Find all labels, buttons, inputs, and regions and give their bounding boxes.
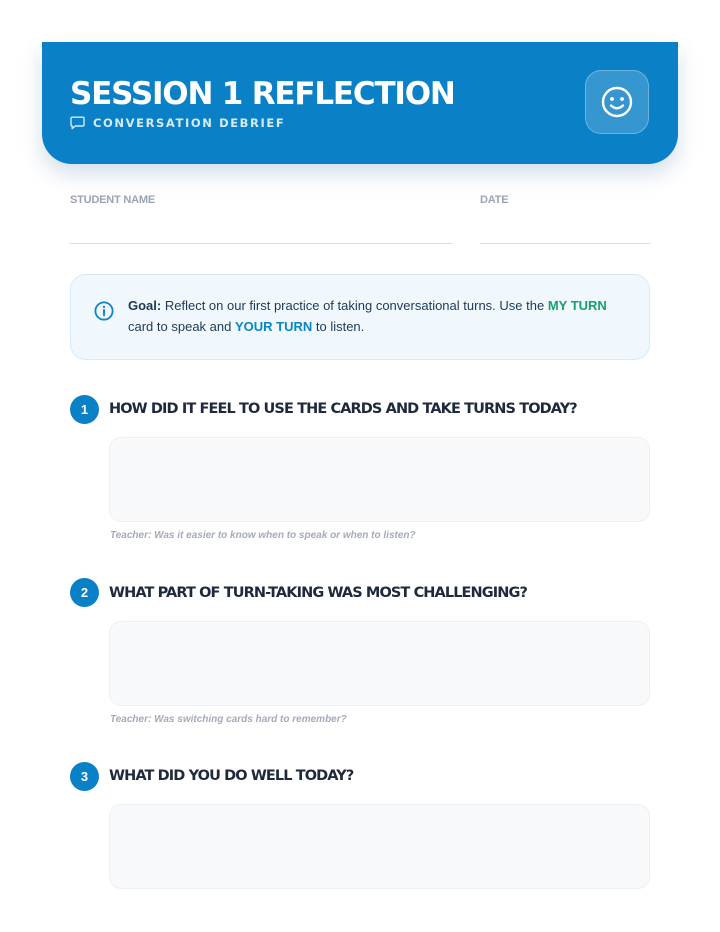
chat-bubble-icon	[70, 116, 85, 130]
teacher-note-1: Teacher: Was it easier to know when to speak or when to listen?	[110, 530, 416, 541]
goal-text	[128, 295, 633, 337]
goal-text-middle: card to speak and	[128, 319, 235, 334]
question-text-3: WHAT DID YOU DO WELL TODAY?	[109, 768, 354, 784]
question-number-1: 1	[70, 395, 99, 424]
subtitle-row	[70, 115, 285, 131]
student-name-field[interactable]	[70, 243, 452, 244]
answer-box-2[interactable]	[109, 621, 650, 706]
info-icon	[94, 301, 114, 321]
page-subtitle: CONVERSATION DEBRIEF	[93, 116, 286, 130]
teacher-note-2: Teacher: Was switching cards hard to remember?	[110, 714, 347, 725]
date-field[interactable]	[480, 243, 650, 244]
your-turn-highlight: YOUR TURN	[234, 319, 313, 334]
student-name-label: STUDENT NAME	[70, 194, 155, 206]
answer-box-1[interactable]	[109, 437, 650, 522]
goal-label: Goal:	[128, 298, 162, 313]
header-banner	[42, 42, 678, 164]
goal-text-before: Reflect on our first practice of taking conversational turns. Use the	[161, 298, 548, 313]
question-number-3: 3	[70, 762, 99, 791]
smiley-badge	[585, 70, 649, 134]
question-text-1: HOW DID IT FEEL TO USE THE CARDS AND TAKE TURNS TODAY?	[109, 401, 577, 417]
question-text-2: WHAT PART OF TURN-TAKING WAS MOST CHALLENGING?	[109, 585, 528, 601]
goal-callout	[70, 274, 650, 360]
my-turn-highlight: MY TURN	[547, 298, 607, 313]
question-number-2: 2	[70, 578, 99, 607]
goal-text-after: to listen.	[312, 319, 365, 334]
date-label: DATE	[480, 194, 509, 206]
answer-box-3[interactable]	[109, 804, 650, 889]
page-title: SESSION 1 REFLECTION	[70, 76, 455, 112]
smiley-face-icon	[600, 85, 634, 119]
